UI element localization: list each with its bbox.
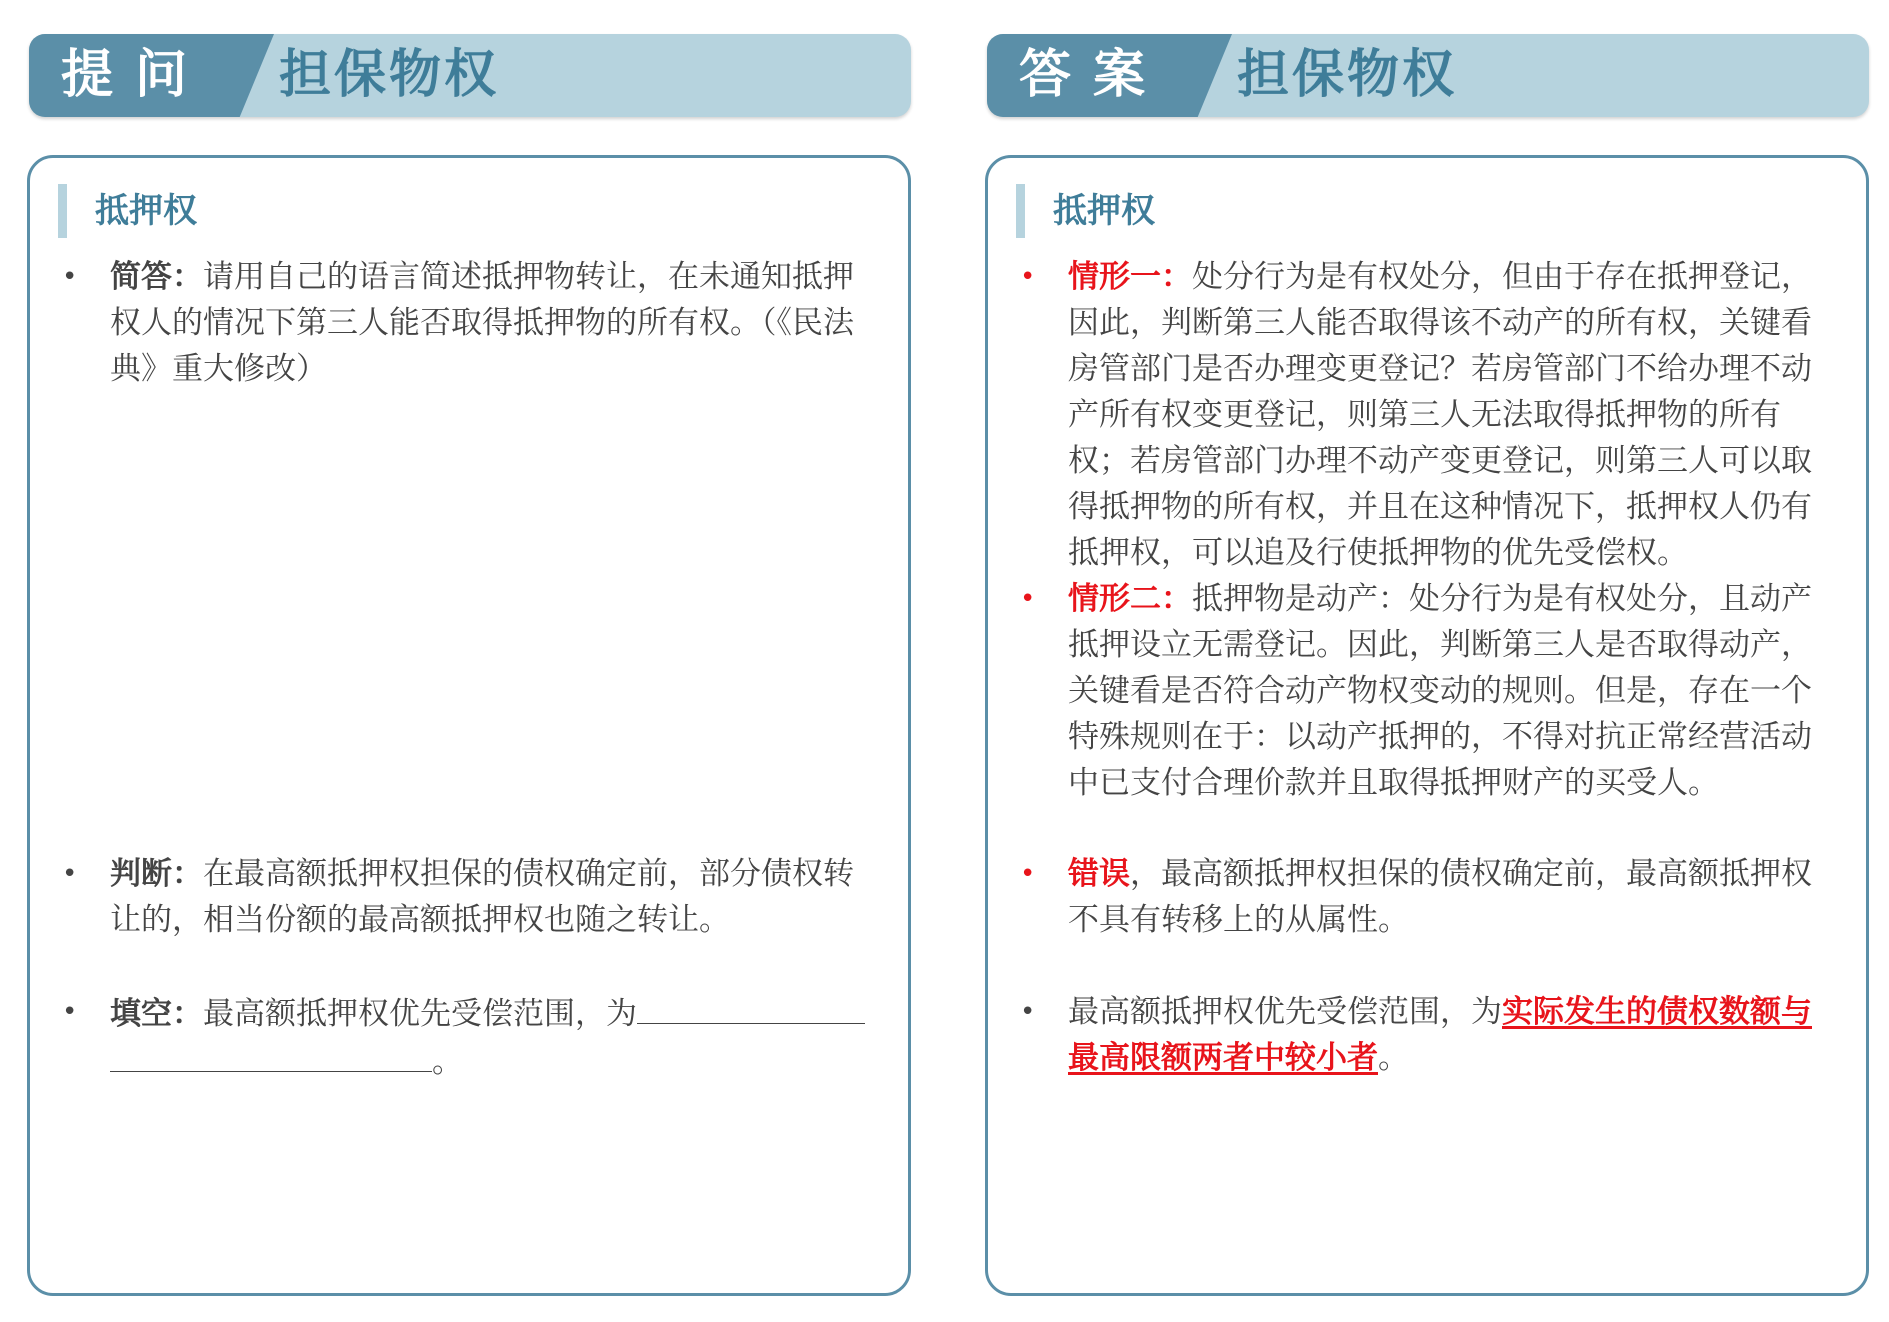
answer-blank-continued[interactable] <box>110 1037 432 1072</box>
question-item-judgement <box>62 851 884 943</box>
item-label: 判断： <box>110 856 203 892</box>
answer-item-fill-blank <box>1020 989 1842 1081</box>
answer-blank[interactable] <box>637 989 865 1024</box>
item-text: 最高额抵押权优先受偿范围，为 <box>1068 994 1502 1030</box>
bullet-icon: • <box>62 859 78 889</box>
bullet-icon: • <box>1020 997 1036 1027</box>
banner-title: 担保物权 <box>1237 45 1458 105</box>
bullet-icon: • <box>1020 262 1036 292</box>
section-title: 抵押权 <box>58 184 197 238</box>
item-text: 抵押物是动产：处分行为是有权处分，且动产抵押设立无需登记。因此，判断第三人是否取得动产，关键看是否符合动产物权变动的规则。但是，存在一个特殊规则在于：以动产抵押的，不得对抗正常经营活动中已支付合理价款并且取得抵押财产的买受人。 <box>1068 581 1812 801</box>
item-text: 在最高额抵押权担保的债权确定前，部分债权转让的，相当份额的最高额抵押权也随之转让。 <box>110 856 854 938</box>
answer-banner <box>987 34 1869 117</box>
answer-item-case-two <box>1020 576 1842 806</box>
item-end: 。 <box>432 1044 463 1080</box>
item-label: 情形一： <box>1068 259 1192 295</box>
bullet-icon: • <box>1020 859 1036 889</box>
item-text: 请用自己的语言简述抵押物转让，在未通知抵押权人的情况下第三人能否取得抵押物的所有权。（《民法典》重大修改） <box>110 259 854 387</box>
question-column <box>27 0 917 1322</box>
question-item-fill-blank <box>62 989 884 1085</box>
answer-item-judgement <box>1020 851 1842 943</box>
item-label: 情形二： <box>1068 581 1192 617</box>
item-text: 处分行为是有权处分，但由于存在抵押登记，因此，判断第三人能否取得该不动产的所有权，关键看房管部门是否办理变更登记？若房管部门不给办理不动产所有权变更登记，则第三人无法取得抵押物的所有权；若房管部门办理不动产变更登记，则第三人可以取得抵押物的所有权，并且在这种情况下，抵押权人仍有抵押权，可以追及行使抵押物的优先受偿权。 <box>1068 259 1812 571</box>
answer-card <box>985 155 1869 1296</box>
item-label: 错误 <box>1068 856 1130 892</box>
question-item-short-answer <box>62 254 884 392</box>
banner-tag-label: 提问 <box>61 45 210 105</box>
banner-title: 担保物权 <box>279 45 500 105</box>
item-end: 。 <box>1378 1040 1409 1076</box>
section-title: 抵押权 <box>1016 184 1155 238</box>
question-banner <box>29 34 911 117</box>
answer-highlight: 实际发生的债权数额与最高限额两者中较小者 <box>1068 994 1812 1076</box>
question-card <box>27 155 911 1296</box>
answer-item-case-one <box>1020 254 1842 576</box>
answer-column <box>985 0 1875 1322</box>
bullet-icon: • <box>62 997 78 1027</box>
item-text: ，最高额抵押权担保的债权确定前，最高额抵押权不具有转移上的从属性。 <box>1068 856 1812 938</box>
banner-tag-label: 答案 <box>1019 45 1168 105</box>
item-text: 最高额抵押权优先受偿范围，为 <box>203 996 637 1032</box>
item-label: 简答： <box>110 259 203 295</box>
bullet-icon: • <box>62 262 78 292</box>
bullet-icon: • <box>1020 584 1036 614</box>
item-label: 填空： <box>110 996 203 1032</box>
